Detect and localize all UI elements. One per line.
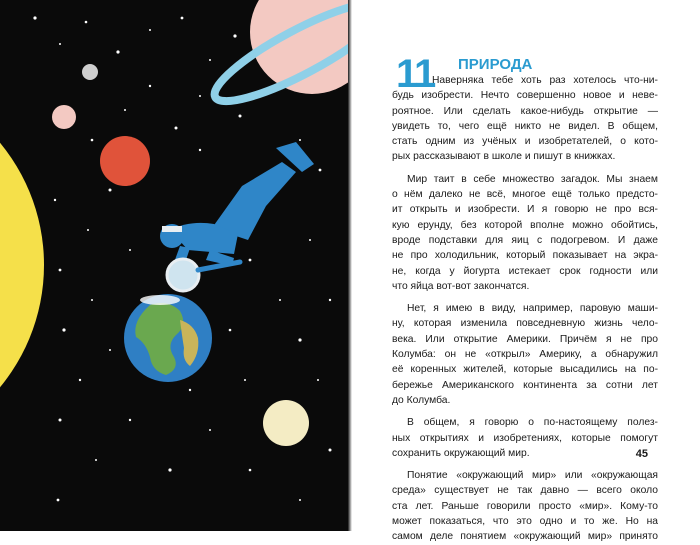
- earth-icon: [124, 294, 212, 382]
- paragraph: [392, 415, 658, 461]
- text-line: Нет, я имею в виду, например, паровую маши-: [407, 303, 658, 315]
- grey-moon-icon: [82, 64, 98, 80]
- text-line: Наверняка тебе хоть раз хотелось что-ни-: [432, 75, 658, 86]
- cream-planet-icon: [263, 400, 309, 446]
- text-line: Понятие «окружающий мир» или «окружающая: [407, 470, 658, 482]
- text-line: ну, которая изменила повседневную жизнь чело-: [392, 318, 658, 330]
- paragraph: [392, 468, 658, 544]
- text-line: роятное. Или сделать какое-нибудь открытие —: [392, 105, 658, 117]
- chapter-number: 11: [396, 52, 435, 96]
- text-line: самом деле понятием «окружающий мир» принято: [392, 531, 658, 543]
- text-line: бережье Американского континента за сотни лет: [392, 379, 658, 391]
- text-line: В общем, я говорю о по-настоящему полез-: [407, 417, 658, 429]
- text-line: среда» существует не так давно — всего около: [392, 485, 658, 497]
- text-line: кую ерунду, без которой вполне можно обойтись,: [392, 219, 658, 231]
- text-line: о нём далеко не всё, многое ещё только предсто-: [392, 189, 658, 201]
- text-line: ит открыть и изобрести. И я говорю не про вся-: [392, 204, 658, 216]
- paragraph: [392, 172, 658, 294]
- red-planet-icon: [100, 136, 150, 186]
- text-line: до Колумба.: [392, 394, 451, 406]
- text-line: Мир таит в себе множество загадок. Мы знаем: [407, 173, 658, 185]
- text-line: будь изобрести. Нечто совершенно новое и неве-: [392, 90, 658, 102]
- text-line: сохранить окружающий мир.: [392, 447, 530, 459]
- body-text: [392, 73, 658, 545]
- text-line: Колумба: он не «открыл» Америку, а обнаружил: [392, 349, 658, 361]
- text-line: что яйца вот-вот закончатся.: [392, 280, 530, 292]
- paragraph: [392, 301, 658, 408]
- text-line: стать одним из учёных и изобретателей, о кото-: [392, 136, 658, 148]
- text-line: не, когда у йогурта истекает срок годности или: [392, 265, 658, 277]
- space-scene-svg: [0, 0, 350, 531]
- text-line: рых рассказывают в школе и пишут в книжках.: [392, 151, 616, 163]
- text-line: её коренных жителей, которые высадились на по-: [392, 364, 658, 376]
- page-number: 45: [635, 448, 648, 460]
- paragraph: [392, 73, 658, 165]
- chapter-title: ПРИРОДА: [458, 56, 533, 73]
- text-line: ных открытиях и изобретениях, которые помогут: [392, 432, 658, 444]
- space-illustration: [0, 0, 350, 531]
- text-line: вроде подставки для яиц с подогревом. И даже: [392, 234, 658, 246]
- text-line: может показаться, что это одно и то же. Но на: [392, 516, 658, 528]
- text-page: [352, 0, 700, 543]
- pink-planet-icon: [52, 105, 76, 129]
- text-line: ста лет. Раньше говорили просто «мир». Кому-то: [392, 500, 658, 512]
- text-line: увидеть то, чего ещё никто не видел. В общем,: [392, 120, 658, 132]
- text-line: века. Или открытие Америки. Причём я не про: [392, 333, 658, 345]
- text-line: не про холодильник, который показывает на экра-: [392, 250, 658, 262]
